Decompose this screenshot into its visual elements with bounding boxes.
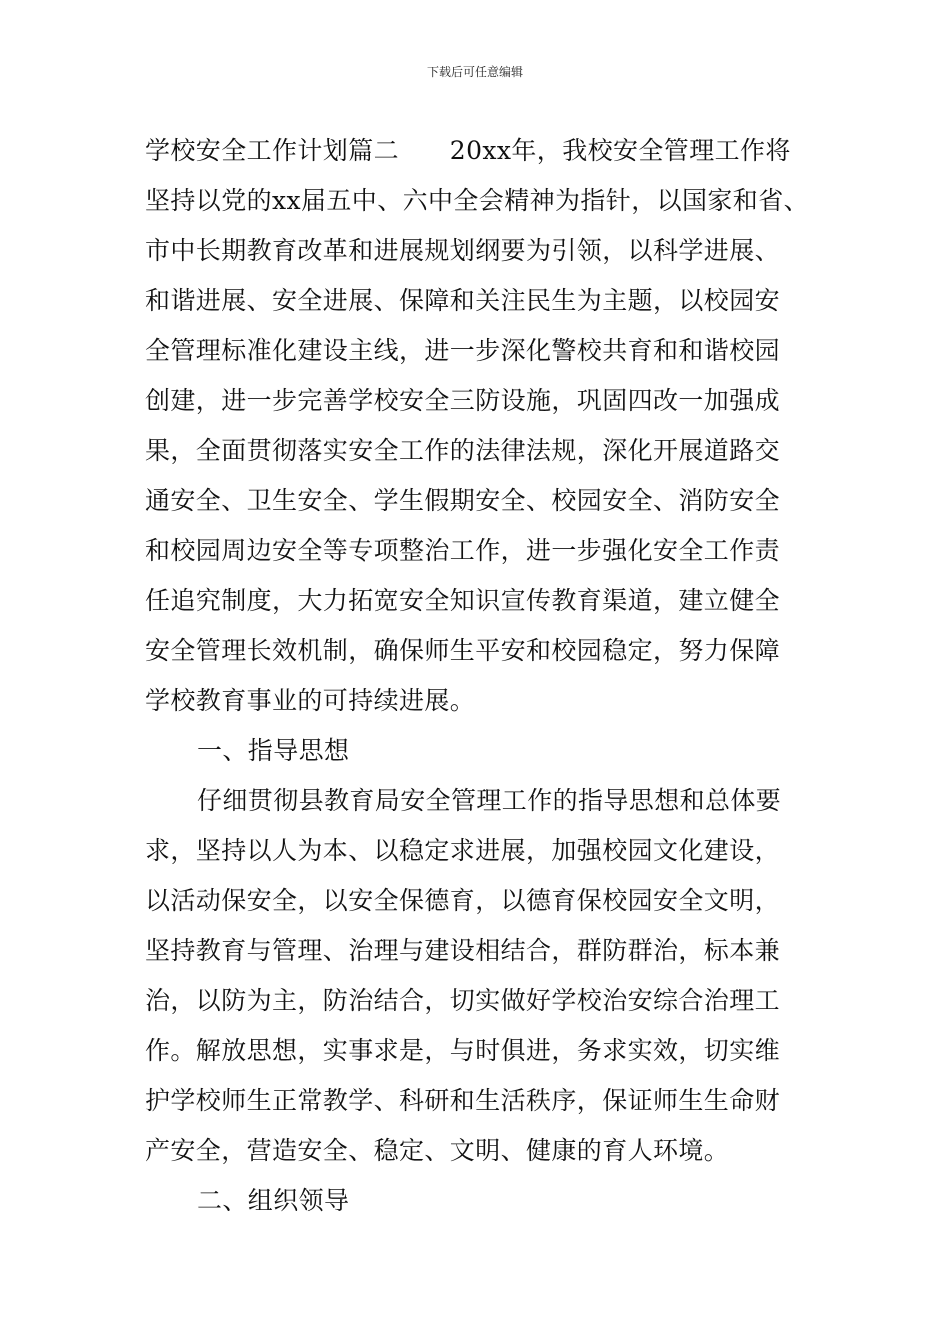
text-line: 以活动保安全，以安全保德育，以德育保校园安全文明， bbox=[145, 886, 781, 915]
page-header-note: 下载后可任意编辑 bbox=[426, 65, 523, 79]
text-line: 治，以防为主，防治结合，切实做好学校治安综合治理工 bbox=[145, 986, 781, 1015]
text-line: 和谐进展、安全进展、保障和关注民生为主题，以校园安 bbox=[145, 286, 781, 315]
text-line: 通安全、卫生安全、学生假期安全、校园安全、消防安全 bbox=[145, 486, 781, 515]
text-line: 学校安全工作计划篇二 20xx年，我校安全管理工作将 bbox=[145, 136, 791, 165]
text-line: 全管理标准化建设主线，进一步深化警校共育和和谐校园 bbox=[145, 336, 781, 365]
document-body bbox=[145, 126, 817, 1226]
text-line: 任追究制度，大力拓宽安全知识宣传教育渠道，建立健全 bbox=[145, 586, 781, 615]
text-line: 护学校师生正常教学、科研和生活秩序，保证师生生命财 bbox=[145, 1086, 781, 1115]
text-line: 作。解放思想，实事求是，与时俱进，务求实效，切实维 bbox=[145, 1036, 781, 1065]
text-line: 和校园周边安全等专项整治工作，进一步强化安全工作责 bbox=[145, 536, 781, 565]
text-line: 产安全，营造安全、稳定、文明、健康的育人环境。 bbox=[145, 1136, 730, 1165]
text-line: 果，全面贯彻落实安全工作的法律法规，深化开展道路交 bbox=[145, 436, 781, 465]
text-line: 市中长期教育改革和进展规划纲要为引领，以科学进展、 bbox=[145, 236, 781, 265]
section-heading: 一、指导思想 bbox=[197, 736, 350, 765]
text-line: 仔细贯彻县教育局安全管理工作的指导思想和总体要 bbox=[197, 786, 782, 815]
section-heading: 二、组织领导 bbox=[197, 1186, 350, 1215]
text-line: 坚持教育与管理、治理与建设相结合，群防群治，标本兼 bbox=[145, 936, 781, 965]
text-line: 坚持以党的xx届五中、六中全会精神为指针，以国家和省、 bbox=[145, 186, 810, 215]
text-line: 求，坚持以人为本、以稳定求进展，加强校园文化建设， bbox=[145, 836, 781, 865]
text-line: 安全管理长效机制，确保师生平安和校园稳定，努力保障 bbox=[145, 636, 781, 665]
text-line: 创建，进一步完善学校安全三防设施，巩固四改一加强成 bbox=[145, 386, 781, 415]
text-line: 学校教育事业的可持续进展。 bbox=[145, 686, 476, 715]
